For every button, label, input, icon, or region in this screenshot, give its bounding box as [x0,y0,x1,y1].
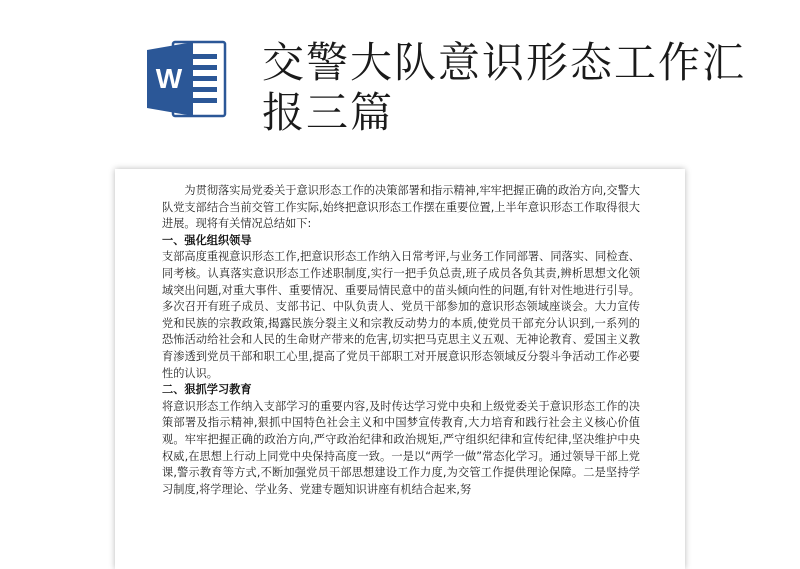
word-icon-letter: W [155,63,183,94]
section-paragraph-1: 支部高度重视意识形态工作,把意识形态工作纳入日常考评,与业务工作同部署、同落实、同检查、同考核。认真落实意识形态工作述职制度,实行一把手负总责,班子成员各负其责,辨析思想文化领域突出问题,对重大事件、重要情况、重要局情民意中的苗头倾向性的问题,有针对性地进行引导。多次召开有班子成员、支部书记、中队负责人、党员干部参加的意识形态领域座谈会。大力宣传党和民族的宗教政策,揭露民族分裂主义和宗教反动势力的本质,使党员干部充分认识到,一系列的恐怖活动给社会和人民的生命财产带来的危害,切实把马克思主义五观、无神论教育、爱国主义教育渗透到党员干部和职工心里,提高了党员干部职工对开展意识形态领域反分裂斗争活动工作必要性的认识。 [162,250,640,380]
document-page [115,169,685,569]
section-heading-2: 二、狠抓学习教育 [162,383,252,397]
intro-paragraph: 为贯彻落实局党委关于意识形态工作的决策部署和指示精神,牢牢把握正确的政治方向,交警大队党支部结合当前交管工作实际,始终把意识形态工作摆在重要位置,上半年意识形态工作取得很大进展。现将有关情况总结如下: [162,184,640,231]
page-title: 交警大队意识形态工作汇报三篇 [262,38,747,137]
section-heading-1: 一、强化组织领导 [162,233,252,247]
document-body [162,183,640,498]
header [0,0,800,160]
section-paragraph-2: 将意识形态工作纳入支部学习的重要内容,及时传达学习党中央和上级党委关于意识形态工作的决策部署及指示精神,狠抓中国特色社会主义和中国梦宣传教育,大力培育和践行社会主义核心价值观。牢牢把握正确的政治方向,严守政治纪律和政治规矩,严守组织纪律和宣传纪律,坚决维护中央权威,在思想上行动上同党中央保持高度一致。一是以“两学一做”常态化学习。通过领导干部上党课,警示教育等方式,不断加强党员干部思想建设工作力度,为交管工作提供理论保障。二是坚持学习制度,将学理论、学业务、党建专题知识讲座有机结合起来,努 [162,399,640,496]
word-document-icon [143,36,229,122]
